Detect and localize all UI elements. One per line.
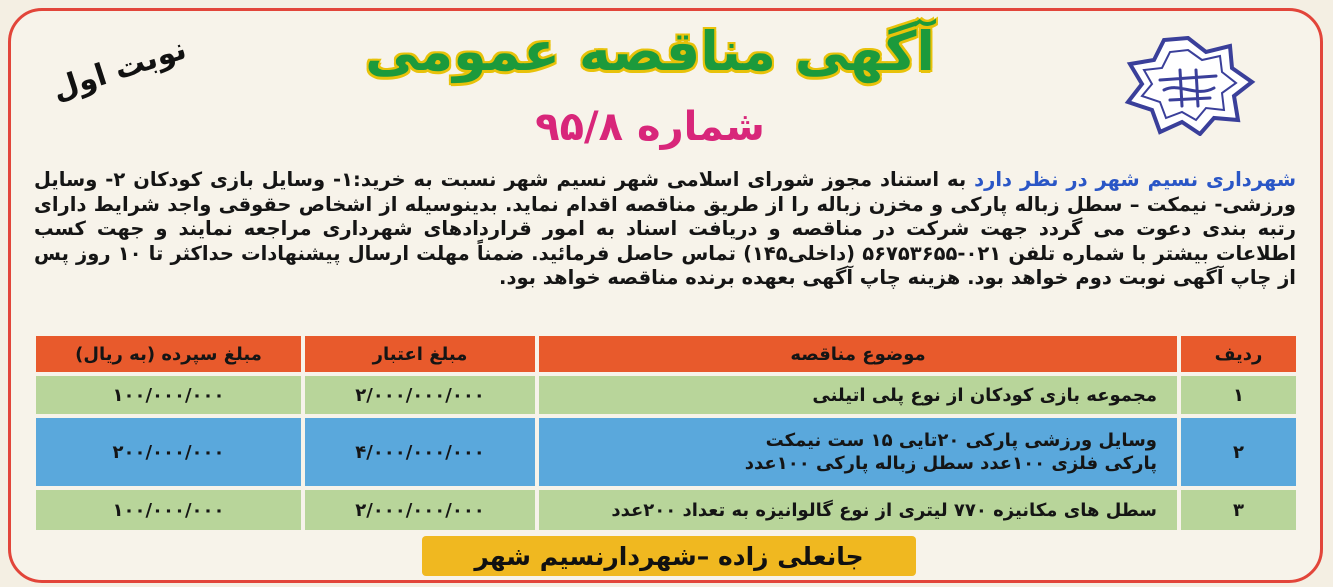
municipality-logo-icon	[1120, 36, 1256, 136]
row-number: ۳	[1181, 490, 1296, 530]
row-number: ۲	[1181, 418, 1296, 486]
row-subject: وسایل ورزشی پارکی ۲۰تایی ۱۵ ست نیمکت پارکی فلزی ۱۰۰عدد سطل زباله پارکی ۱۰۰عدد	[539, 418, 1177, 486]
row-subject: سطل های مکانیزه ۷۷۰ لیتری از نوع گالوانیزه به تعداد ۲۰۰عدد	[539, 490, 1177, 530]
row-credit: ۲/۰۰۰/۰۰۰/۰۰۰	[305, 490, 535, 530]
notice-number: شماره ۹۵/۸	[535, 104, 765, 150]
row-credit: ۴/۰۰۰/۰۰۰/۰۰۰	[305, 418, 535, 486]
header-subject: موضوع مناقصه	[539, 336, 1177, 372]
round-label: نوبت اول	[47, 31, 191, 108]
row-number: ۱	[1181, 376, 1296, 414]
row-subject: مجموعه بازی کودکان از نوع پلی اتیلنی	[539, 376, 1177, 414]
notice-body	[34, 168, 1296, 291]
header-row-number: ردیف	[1181, 336, 1296, 372]
header-credit: مبلغ اعتبار	[305, 336, 535, 372]
row-credit: ۲/۰۰۰/۰۰۰/۰۰۰	[305, 376, 535, 414]
notice-body-text: به استناد مجوز شورای اسلامی شهر نسیم شهر نسبت به خرید:۱- وسایل بازی کودکان ۲- وسایل ورزشی- نیمکت – سطل زباله پارکی و مخزن زباله را از طریق مناقصه اقدام نماید. بدینوسیله از اشخاص حقوقی واجد شرایط دارای رتبه بندی دعوت می گردد جهت شرکت در مناقصه و دریافت اسناد به امور قراردادهای شهرداری مراجعه نمایند و جهت کسب اطلاعات بیشتر با شماره تلفن ۰۲۱-۵۶۷۵۳۶۵۵ (داخلی۱۴۵) تماس حاصل فرمائید. ضمناً مهلت ارسال پیشنهادات حداکثر تا ۱۰ روز پس از چاپ آگهی نوبت دوم خواهد بود. هزینه چاپ آگهی بعهده برنده مناقصه خواهد بود.	[34, 168, 1297, 289]
tender-table	[32, 336, 1296, 534]
row-deposit: ۱۰۰/۰۰۰/۰۰۰	[36, 490, 301, 530]
notice-title: آگهی مناقصه عمومی	[365, 20, 935, 83]
table-row	[32, 490, 1296, 530]
header-deposit: مبلغ سپرده (به ریال)	[36, 336, 301, 372]
table-row	[32, 418, 1296, 486]
row-deposit: ۱۰۰/۰۰۰/۰۰۰	[36, 376, 301, 414]
table-header-row	[32, 336, 1296, 372]
signature-banner: جانعلی زاده –شهردارنسیم شهر	[422, 536, 916, 576]
notice-lead: شهرداری نسیم شهر در نظر دارد	[974, 168, 1296, 191]
row-deposit: ۲۰۰/۰۰۰/۰۰۰	[36, 418, 301, 486]
table-row	[32, 376, 1296, 414]
